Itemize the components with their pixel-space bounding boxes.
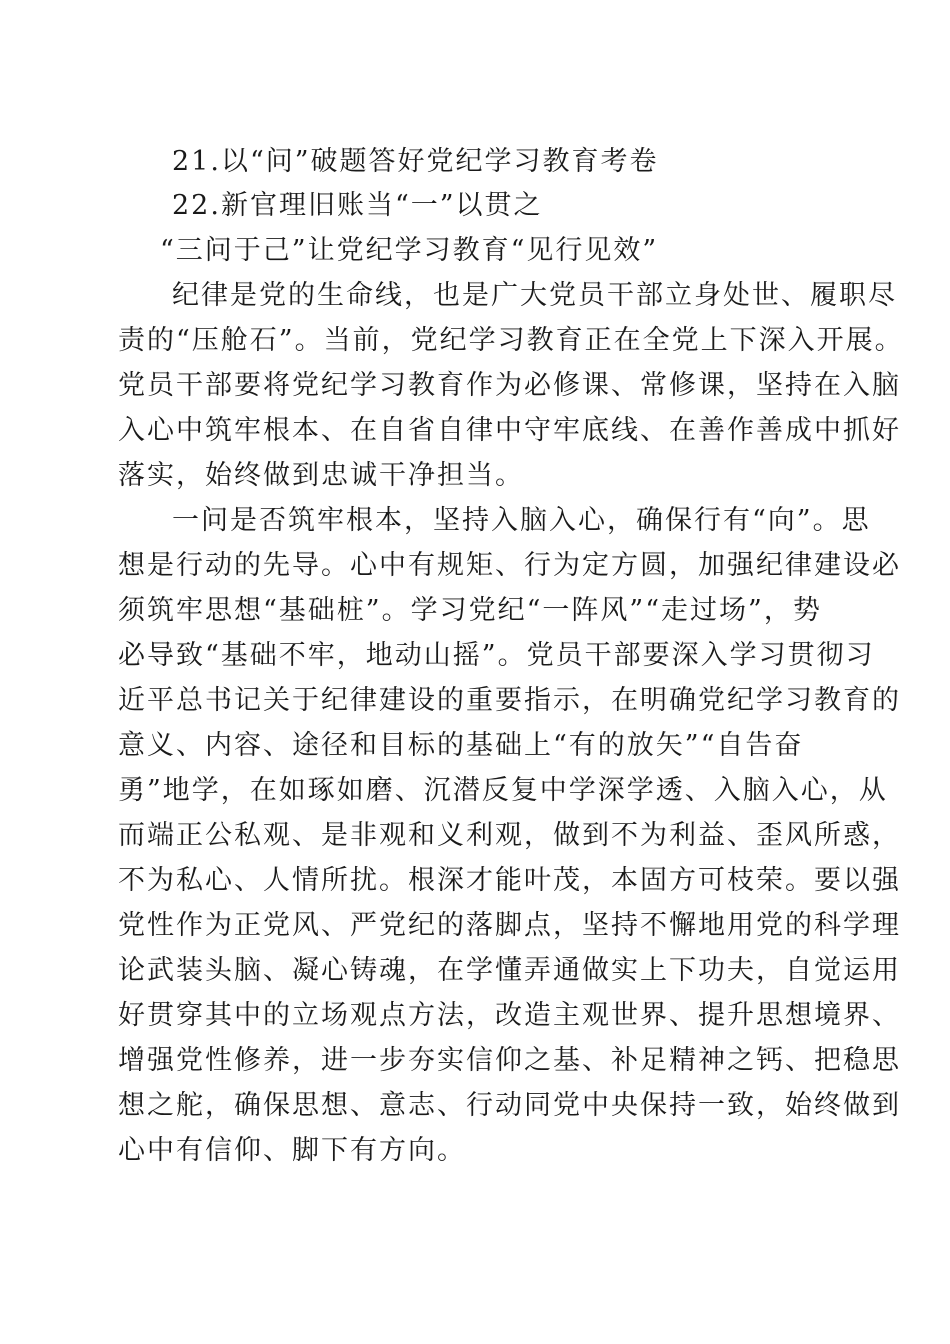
paragraph2-line: 党性作为正党风、严党纪的落脚点，坚持不懈地用党的科学理	[118, 910, 901, 941]
paragraph2-line: 必导致“基础不牢，地动山摇”。党员干部要深入学习贯彻习	[118, 640, 875, 671]
paragraph1-line: 党员干部要将党纪学习教育作为必修课、常修课，坚持在入脑	[118, 370, 901, 401]
paragraph1-line: 入心中筑牢根本、在自省自律中守牢底线、在善作善成中抓好	[118, 415, 901, 446]
paragraph2-line: 勇”地学，在如琢如磨、沉潜反复中学深学透、入脑入心，从	[118, 775, 888, 806]
paragraph2-line: 意义、内容、途径和目标的基础上“有的放矢”“自告奋	[118, 730, 804, 761]
article-title: “三问于己”让党纪学习教育“见行见效”	[160, 235, 659, 266]
paragraph2-line: 增强党性修养，进一步夯实信仰之基、补足精神之钙、把稳思	[118, 1045, 901, 1076]
paragraph2-line: 论武装头脑、凝心铸魂，在学懂弄通做实上下功夫，自觉运用	[118, 955, 901, 986]
list-item-21: 21.以“问”破题答好党纪学习教育考卷	[172, 146, 659, 177]
paragraph1-line: 责的“压舱石”。当前，党纪学习教育正在全党上下深入开展。	[118, 325, 904, 356]
paragraph2-line: 近平总书记关于纪律建设的重要指示，在明确党纪学习教育的	[118, 685, 901, 716]
paragraph1-line: 纪律是党的生命线，也是广大党员干部立身处世、履职尽	[172, 280, 897, 311]
paragraph2-line: 不为私心、人情所扰。根深才能叶茂，本固方可枝荣。要以强	[118, 865, 901, 896]
paragraph2-line: 一问是否筑牢根本，坚持入脑入心，确保行有“向”。思	[172, 505, 871, 536]
paragraph1-line: 落实，始终做到忠诚干净担当。	[118, 460, 524, 491]
paragraph2-line: 想是行动的先导。心中有规矩、行为定方圆，加强纪律建设必	[118, 550, 901, 581]
paragraph2-line: 想之舵，确保思想、意志、行动同党中央保持一致，始终做到	[118, 1090, 901, 1121]
paragraph2-line: 好贯穿其中的立场观点方法，改造主观世界、提升思想境界、	[118, 1000, 901, 1031]
list-item-22: 22.新官理旧账当“一”以贯之	[172, 190, 543, 221]
paragraph2-line: 心中有信仰、脚下有方向。	[118, 1135, 466, 1166]
paragraph2-line: 须筑牢思想“基础桩”。学习党纪“一阵风”“走过场”，势	[118, 595, 822, 626]
paragraph2-line: 而端正公私观、是非观和义利观，做到不为利益、歪风所惑，	[118, 820, 901, 851]
